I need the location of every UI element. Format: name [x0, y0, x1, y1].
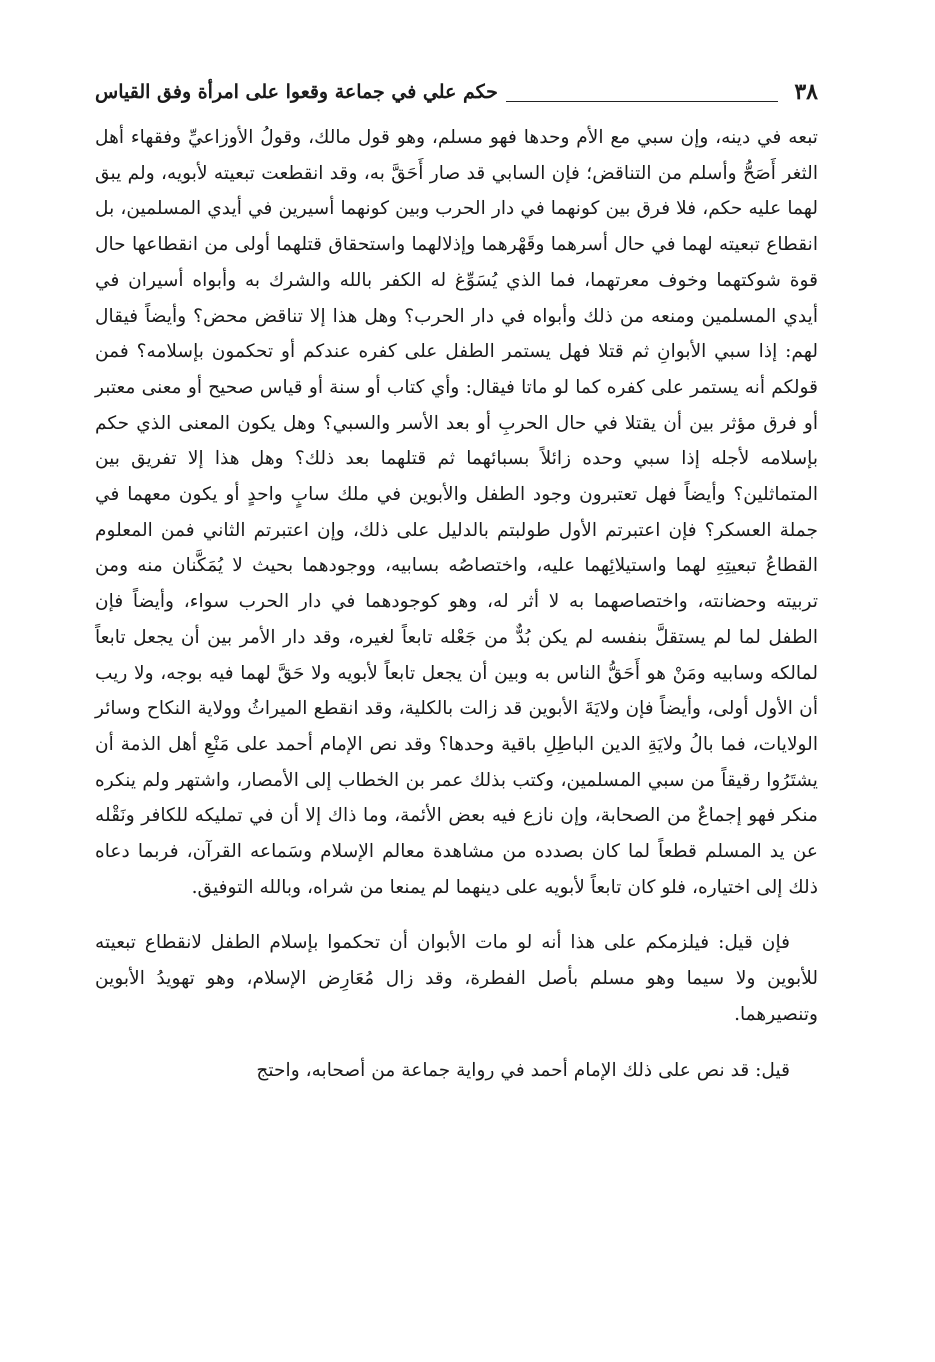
- running-title: حكم علي في جماعة وقعوا على امرأة وفق القياس: [95, 81, 498, 103]
- page-number: ٣٨: [794, 79, 818, 105]
- paragraph-3: قيل: قد نص على ذلك الإمام أحمد في رواية جماعة من أصحابه، واحتج: [256, 1059, 790, 1081]
- body-text: [95, 120, 818, 1088]
- paragraph-gap: [95, 905, 818, 925]
- paragraph-1: تبعه في دينه، وإن سبي مع الأم وحدها فهو مسلم، وهو قول مالك، وقولُ الأوزاعيِّ وفقهاء أهل الثغر أَصَحُّ وأسلم من التناقض؛ فإن السابي قد صار أَحَقَّ به، وقد انقطعت تبعيته لأبويه، ولم يبق لهما عليه حكم، فلا فرق بين كونهما في دار الحرب وبين كونهما أسيرين في أيدي المسلمين، بل انقطاع تبعيته لهما في حال أسرهما وقَهْرهما وإذلالهما واستحقاق قتلهما أولى من انقطاعها حال قوة شوكتهما وخوف معرتهما، فما الذي يُسَوِّغ له الكفر بالله والشرك به وأبواه أسيران في أيدي المسلمين ومنعه من ذلك وأبواه في دار الحرب؟ وهل هذا إلا تناقض محض؟ وأيضاً فيقال لهم: إذا سبي الأبوانِ ثم قتلا فهل يستمر الطفل على كفره عندكم أو تحكمون بإسلامه؟ فمن قولكم أنه يستمر على كفره كما لو ماتا فيقال: وأي كتاب أو سنة أو قياس صحيح أو معنى معتبر أو فرق مؤثر بين أن يقتلا في حال الحربِ أو بعد الأسر والسبي؟ وهل يكون المعنى الذي حكم بإسلامه لأجله إذا سبي وحده زائلاً بسبائهما ثم قتلهما بعد ذلك؟ وهل هذا إلا تفريق بين المتماثلين؟ وأيضاً فهل تعتبرون وجود الطفل والأبوين في ملك سابٍ واحدٍ أو يكون معهما في جملة العسكر؟ فإن اعتبرتم الأول طولبتم بالدليل على ذلك، وإن اعتبرتم الثاني فمن المعلوم القطاعُ تبعيتِهِ لهما واستيلائِهما عليه، واختصاصُه بسابيه، ووجودهما بحيث لا يُمَكَّنان منه ومن تربيته وحضانته، واختصاصهما به لا أثر له، وهو كوجودهما في دار الحرب سواء، وأيضاً فإن الطفل لما لم يستقلَّ بنفسه لم يكن بُدٌّ من جَعْله تابعاً لغيره، وقد دار الأمر بين أن يجعل تابعاً لمالكه وسابيه ومَنْ هو أَحَقُّ الناس به وبين أن يجعل تابعاً لأبويه ولا حَقَّ لهما فيه بوجه، ولا ريب أن الأول أولى، وأيضاً فإن ولايَةَ الأبوين قد زالت بالكلية، وقد انقطع الميراثُ وولاية النكاح وسائر الولايات، فما بالُ ولايَةِ الدين الباطِلِ باقية وحدها؟ وقد نص الإمام أحمد على مَنْعِ أهل الذمة أن يشتَرُوا رقيقاً من سبي المسلمين، وكتب بذلك عمر بن الخطاب إلى الأمصار، واشتهر ولم ينكره منكر فهو إجماعٌ من الصحابة، وإن نازع فيه بعض الأئمة، وما ذاك إلا أن في تمليكه للكافر ونَقْله عن يد المسلم قطعاً لما كان بصدده من مشاهدة معالم الإسلام وسَماعه القرآن، فربما دعاه ذلك إلى اختياره، فلو كان تابعاً لأبويه على دينهما لم يمنعا من شراه، وبالله التوفيق.: [95, 127, 818, 898]
- paragraph-gap: [95, 1033, 818, 1053]
- header-rule: [506, 100, 778, 102]
- book-page: [95, 70, 818, 1290]
- paragraph-2: فإن قيل: فيلزمكم على هذا أنه لو مات الأبوان أن تحكموا بإسلام الطفل لانقطاع تبعيته للأبوين ولا سيما وهو مسلم بأصل الفطرة، وقد زال مُعَارِض الإسلام، وهو تهويدُ الأبوين وتنصيرهما.: [95, 932, 818, 1025]
- running-head: [95, 70, 818, 114]
